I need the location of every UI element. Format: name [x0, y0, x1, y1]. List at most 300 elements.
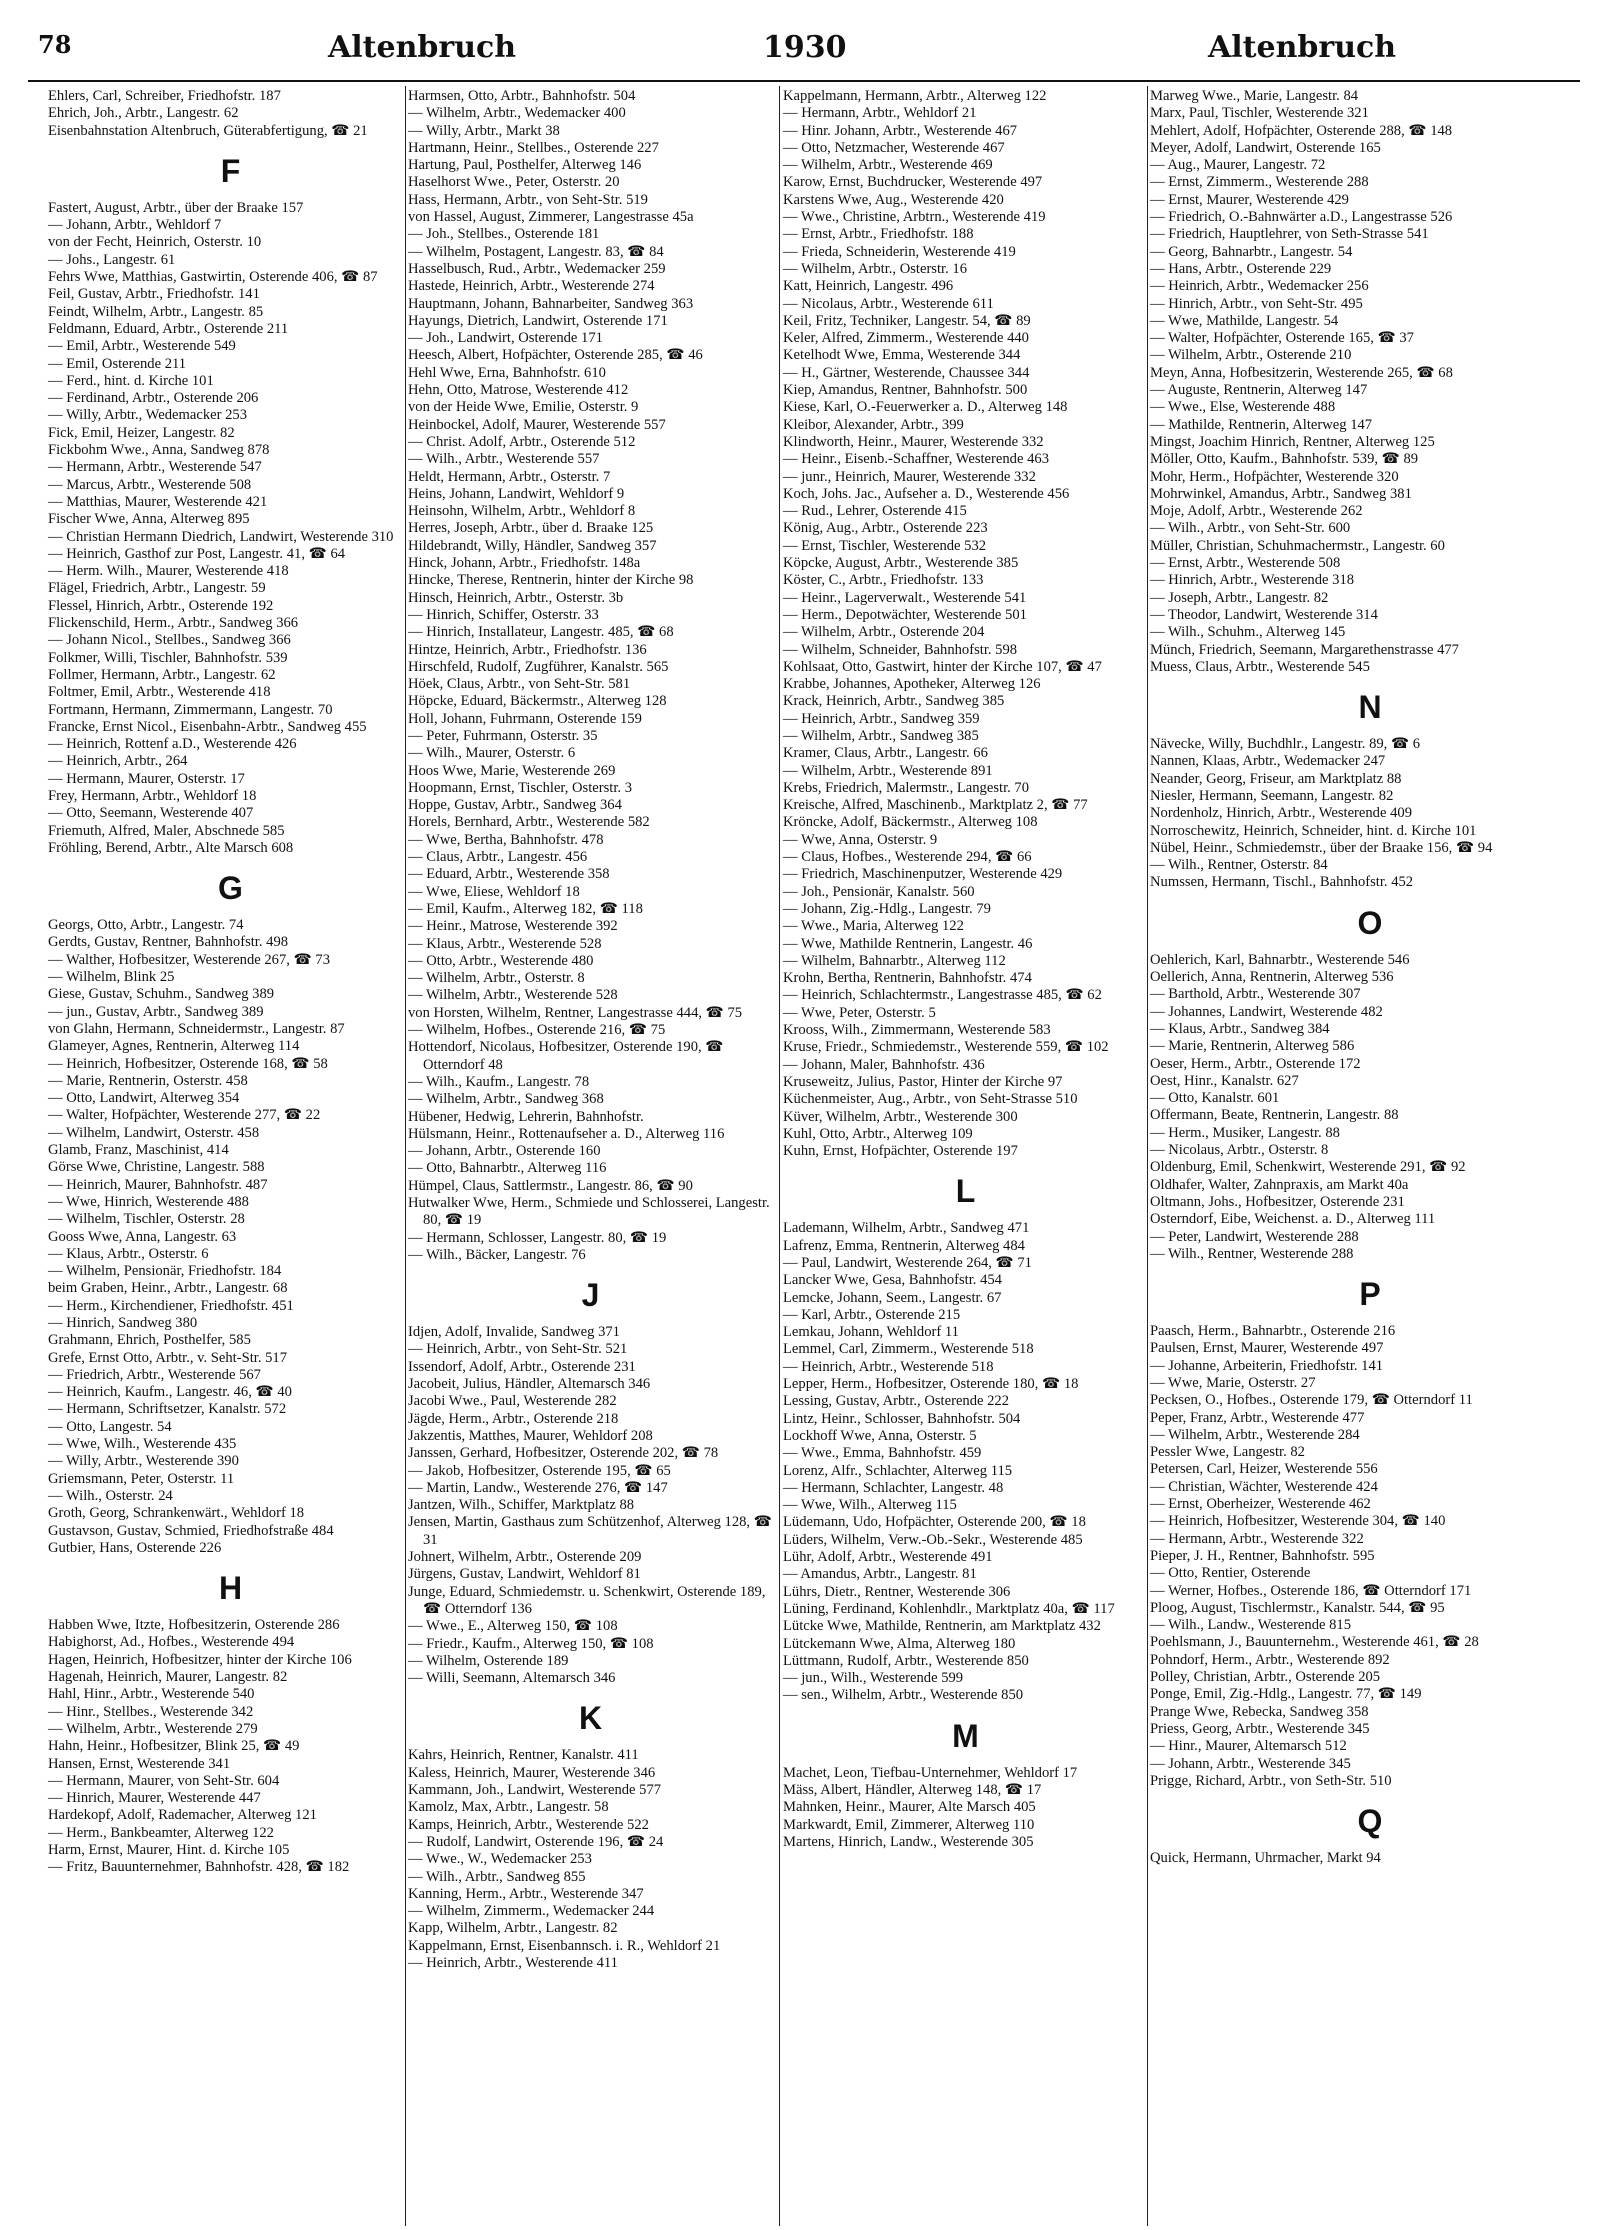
directory-entry: — Johann, Arbtr., Osterende 160: [408, 1143, 601, 1160]
section-letter: Q: [1357, 1803, 1383, 1840]
directory-entry: — Herm., Depotwächter, Westerende 501: [783, 606, 1027, 623]
directory-entry: Lademann, Wilhelm, Arbtr., Sandweg 471: [783, 1220, 1030, 1237]
directory-entry: Georgs, Otto, Arbtr., Langestr. 74: [48, 917, 244, 934]
directory-entry: — Wilhelm, Landwirt, Osterstr. 458: [48, 1124, 260, 1141]
directory-entry: Peper, Franz, Arbtr., Westerende 477: [1150, 1409, 1365, 1426]
directory-entry: Herres, Joseph, Arbtr., über d. Braake 125: [408, 520, 654, 537]
directory-entry: Oellerich, Anna, Rentnerin, Alterweg 536: [1150, 969, 1394, 986]
directory-entry: — Ernst, Arbtr., Westerende 508: [1150, 555, 1341, 572]
directory-entry: — Joh., Landwirt, Osterende 171: [408, 330, 603, 347]
section-letter: H: [218, 1570, 243, 1607]
directory-entry: — Heinrich, Hofbesitzer, Osterende 168, ☎ 58: [48, 1055, 328, 1072]
section-letter: P: [1359, 1276, 1381, 1313]
directory-entry: Nübel, Heinr., Schmiedemstr., über der Braake 156, ☎ 94: [1150, 839, 1493, 856]
directory-entry: Haselhorst Wwe., Peter, Osterstr. 20: [408, 174, 620, 191]
directory-entry: — Willy, Arbtr., Westerende 390: [48, 1453, 239, 1470]
directory-entry: Quick, Hermann, Uhrmacher, Markt 94: [1150, 1850, 1381, 1867]
directory-entry: Lüning, Ferdinand, Kohlenhdlr., Marktplatz 40a, ☎ 117: [783, 1600, 1115, 1617]
directory-entry: Hoopmann, Ernst, Tischler, Osterstr. 3: [408, 779, 632, 796]
directory-entry: Hehn, Otto, Matrose, Westerende 412: [408, 382, 629, 399]
directory-entry: — Heinrich, Rottenf a.D., Westerende 426: [48, 736, 297, 753]
directory-entry: — Hermann, Schlachter, Langestr. 48: [783, 1479, 1004, 1496]
directory-entry: — Wilhelm, Arbtr., Osterstr. 16: [783, 260, 967, 277]
directory-entry: Habighorst, Ad., Hofbes., Westerende 494: [48, 1634, 295, 1651]
directory-entry: Hübener, Hedwig, Lehrerin, Bahnhofstr.: [408, 1108, 644, 1125]
directory-entry: — Otto, Langestr. 54: [48, 1418, 172, 1435]
year: 1930: [763, 30, 847, 65]
directory-entry: Gustavson, Gustav, Schmied, Friedhofstraße 484: [48, 1522, 334, 1539]
directory-entry: Marx, Paul, Tischler, Westerende 321: [1150, 105, 1369, 122]
directory-entry: — Wilh., Landw., Westerende 815: [1150, 1617, 1352, 1634]
page-header: [28, 30, 1580, 65]
directory-entry: von der Fecht, Heinrich, Osterstr. 10: [48, 234, 262, 251]
directory-entry: — Christian Hermann Diedrich, Landwirt, Westerende 310: [48, 528, 394, 545]
directory-entry: — Fritz, Bauunternehmer, Bahnhofstr. 428, ☎ 182: [48, 1859, 350, 1876]
directory-entry: — Ernst, Tischler, Westerende 532: [783, 537, 987, 554]
directory-entry: Oest, Hinr., Kanalstr. 627: [1150, 1072, 1299, 1089]
directory-entry: Hoos Wwe, Marie, Westerende 269: [408, 762, 616, 779]
directory-entry: Moje, Adolf, Arbtr., Westerende 262: [1150, 503, 1363, 520]
directory-entry: — Heinr., Lagerverwalt., Westerende 541: [783, 589, 1027, 606]
directory-entry: Hahl, Hinr., Arbtr., Westerende 540: [48, 1686, 255, 1703]
directory-entry: Hoppe, Gustav, Arbtr., Sandweg 364: [408, 797, 622, 814]
directory-entry: — Wilhelm, Arbtr., Westerende 469: [783, 157, 993, 174]
directory-entry: — Herm., Bankbeamter, Alterweg 122: [48, 1824, 274, 1841]
directory-entry: Horels, Bernhard, Arbtr., Westerende 582: [408, 814, 650, 831]
directory-entry: — Barthold, Arbtr., Westerende 307: [1150, 986, 1361, 1003]
directory-entry: Fischer Wwe, Anna, Alterweg 895: [48, 511, 250, 528]
directory-entry: Numssen, Hermann, Tischl., Bahnhofstr. 452: [1150, 874, 1414, 891]
directory-entry: — Friedrich, Maschinenputzer, Westerende 429: [783, 866, 1063, 883]
directory-entry: Hayungs, Dietrich, Landwirt, Osterende 171: [408, 312, 668, 329]
directory-entry: — Wilhelm, Arbtr., Westerende 279: [48, 1720, 258, 1737]
directory-entry: Jantzen, Wilh., Schiffer, Marktplatz 88: [408, 1497, 635, 1514]
directory-entry: Krooss, Wilh., Zimmermann, Westerende 583: [783, 1022, 1051, 1039]
directory-entry: Oldenburg, Emil, Schenkwirt, Westerende 291, ☎ 92: [1150, 1159, 1466, 1176]
directory-entry: Grefe, Ernst Otto, Arbtr., v. Seht-Str. 517: [48, 1349, 288, 1366]
directory-entry: — Wilhelm, Arbtr., Osterende 204: [783, 624, 985, 641]
directory-entry: — Wwe, Wilh., Alterweg 115: [783, 1497, 957, 1514]
directory-entry: — Joseph, Arbtr., Langestr. 82: [1150, 589, 1329, 606]
directory-entry: Lütcke Wwe, Mathilde, Rentnerin, am Marktplatz 432: [783, 1618, 1101, 1635]
directory-entry: Kuhn, Ernst, Hofpächter, Osterende 197: [783, 1143, 1018, 1160]
directory-entry: Hümpel, Claus, Sattlermstr., Langestr. 86, ☎ 90: [408, 1177, 693, 1194]
directory-entry: — Otto, Kanalstr. 601: [1150, 1090, 1280, 1107]
directory-entry: Harmsen, Otto, Arbtr., Bahnhofstr. 504: [408, 88, 636, 104]
directory-entry: Hasselbusch, Rud., Arbtr., Wedemacker 259: [408, 260, 666, 277]
directory-entry: Heins, Johann, Landwirt, Wehldorf 9: [408, 485, 625, 502]
directory-entry: Paulsen, Ernst, Maurer, Westerende 497: [1150, 1340, 1384, 1357]
directory-entry: Mehlert, Adolf, Hofpächter, Osterende 288, ☎ 148: [1150, 122, 1453, 139]
directory-entry: Katt, Heinrich, Langestr. 496: [783, 278, 954, 295]
directory-entry: Görse Wwe, Christine, Langestr. 588: [48, 1159, 265, 1176]
directory-entry: Lüders, Wilhelm, Verw.-Ob.-Sekr., Westerende 485: [783, 1531, 1083, 1548]
directory-entry: Kamolz, Max, Arbtr., Langestr. 58: [408, 1799, 609, 1816]
directory-entry: Kuhl, Otto, Arbtr., Alterweg 109: [783, 1125, 973, 1142]
directory-entry: — Wwe., Maria, Alterweg 122: [783, 918, 964, 935]
directory-entry: Kappelmann, Hermann, Arbtr., Alterweg 122: [783, 88, 1047, 104]
directory-entry: Norroschewitz, Heinrich, Schneider, hint. d. Kirche 101: [1150, 822, 1477, 839]
directory-entry: Jakzentis, Matthes, Maurer, Wehldorf 208: [408, 1427, 653, 1444]
directory-entry: Müller, Christian, Schuhmachermstr., Langestr. 60: [1150, 537, 1445, 554]
directory-entry: — Heinr., Matrose, Westerende 392: [408, 918, 618, 935]
directory-entry: — Otto, Netzmacher, Westerende 467: [783, 139, 1005, 156]
directory-entry: Ploog, August, Tischlermstr., Kanalstr. 544, ☎ 95: [1150, 1599, 1445, 1616]
directory-entry: Lemkau, Johann, Wehldorf 11: [783, 1324, 959, 1341]
directory-entry: — Wilhelm, Blink 25: [48, 969, 175, 986]
directory-entry: — Walter, Hofpächter, Westerende 277, ☎ 22: [48, 1107, 321, 1124]
directory-entry: Gutbier, Hans, Osterende 226: [48, 1539, 222, 1556]
directory-entry: Fastert, August, Arbtr., über der Braake 157: [48, 199, 304, 216]
directory-entry: Issendorf, Adolf, Arbtr., Osterende 231: [408, 1358, 636, 1375]
directory-entry: — Emil, Kaufm., Alterweg 182, ☎ 118: [408, 900, 643, 917]
directory-entry: Oltmann, Johs., Hofbesitzer, Osterende 231: [1150, 1193, 1405, 1210]
directory-entry: Hülsmann, Heinr., Rottenaufseher a. D., Alterweg 116: [408, 1125, 725, 1142]
directory-entry: — Wilh., Rentner, Westerende 288: [1150, 1245, 1354, 1262]
directory-entry: — Marie, Rentnerin, Osterstr. 458: [48, 1072, 248, 1089]
directory-entry: Ponge, Emil, Zig.-Hdlg., Langestr. 77, ☎ 149: [1150, 1686, 1422, 1703]
directory-entry: — Johanne, Arbeiterin, Friedhofstr. 141: [1150, 1357, 1384, 1374]
directory-entry: Hartung, Paul, Posthelfer, Alterweg 146: [408, 157, 642, 174]
directory-entry: — Heinr., Eisenb.-Schaffner, Westerende 463: [783, 451, 1049, 468]
directory-entry: — Wilhelm, Postagent, Langestr. 83, ☎ 84: [408, 243, 664, 260]
directory-entry: Martens, Hinrich, Landw., Westerende 305: [783, 1833, 1034, 1850]
directory-entry: — Mathilde, Rentnerin, Alterweg 147: [1150, 416, 1373, 433]
directory-entry: Oldhafer, Walter, Zahnpraxis, am Markt 40a: [1150, 1176, 1409, 1193]
directory-entry: — Wwe, Bertha, Bahnhofstr. 478: [408, 831, 604, 848]
directory-entry: Kreische, Alfred, Maschinenb., Marktplatz 2, ☎ 77: [783, 797, 1088, 814]
directory-entry: — Klaus, Arbtr., Osterstr. 6: [48, 1245, 209, 1262]
directory-entry: Griemsmann, Peter, Osterstr. 11: [48, 1470, 235, 1487]
directory-entry: — Wilhelm, Arbtr., Westerende 891: [783, 762, 993, 779]
directory-entry: — Wilh., Maurer, Osterstr. 6: [408, 745, 576, 762]
directory-entry: Feil, Gustav, Arbtr., Friedhofstr. 141: [48, 286, 260, 303]
directory-entry: Lühr, Adolf, Arbtr., Westerende 491: [783, 1549, 993, 1566]
directory-entry: Poehlsmann, J., Bauunternehm., Westerende 461, ☎ 28: [1150, 1634, 1479, 1651]
directory-entry: Hartmann, Heinr., Stellbes., Osterende 227: [408, 139, 659, 156]
directory-entry: — Wwe, Anna, Osterstr. 9: [783, 831, 938, 848]
directory-entry: Gerdts, Gustav, Rentner, Bahnhofstr. 498: [48, 934, 289, 951]
directory-entry: Krohn, Bertha, Rentnerin, Bahnhofstr. 474: [783, 970, 1032, 987]
directory-entry: Hincke, Therese, Rentnerin, hinter der Kirche 98: [408, 572, 694, 589]
directory-entry: Hansen, Ernst, Westerende 341: [48, 1755, 231, 1772]
directory-entry: — Johann, Arbtr., Wehldorf 7: [48, 217, 222, 234]
directory-entry: — Nicolaus, Arbtr., Westerende 611: [783, 295, 994, 312]
directory-entry: Flägel, Friedrich, Arbtr., Langestr. 59: [48, 580, 266, 597]
directory-entry: — Wilh., Arbtr., Westerende 557: [408, 451, 600, 468]
directory-entry: Folkmer, Willi, Tischler, Bahnhofstr. 539: [48, 649, 288, 666]
directory-entry: — Heinrich, Gasthof zur Post, Langestr. 41, ☎ 64: [48, 545, 346, 562]
directory-entry: Osterndorf, Eibe, Weichenst. a. D., Alterweg 111: [1150, 1211, 1436, 1228]
directory-entry: — Heinrich, Arbtr., Westerende 411: [408, 1954, 618, 1971]
directory-entry: Kapp, Wilhelm, Arbtr., Langestr. 82: [408, 1920, 618, 1937]
directory-entry: Heinsohn, Wilhelm, Arbtr., Wehldorf 8: [408, 503, 636, 520]
directory-entry: — Wilhelm, Arbtr., Osterstr. 8: [408, 970, 585, 987]
directory-entry: — Friedrich, Hauptlehrer, von Seth-Strasse 541: [1150, 226, 1429, 243]
directory-entry: Höpcke, Eduard, Bäckermstr., Alterweg 128: [408, 693, 667, 710]
directory-entry: Heesch, Albert, Hofpächter, Osterende 285, ☎ 46: [408, 347, 703, 364]
directory-entry: Krabbe, Johannes, Apotheker, Alterweg 126: [783, 676, 1041, 693]
directory-entry: — Walther, Hofbesitzer, Westerende 267, ☎ 73: [48, 951, 330, 968]
directory-entry: Friemuth, Alfred, Maler, Abschnede 585: [48, 822, 285, 839]
directory-entry: Lancker Wwe, Gesa, Bahnhofstr. 454: [783, 1272, 1002, 1289]
directory-entry: — Hinr., Maurer, Altemarsch 512: [1150, 1738, 1347, 1755]
directory-entry: — Herm., Musiker, Langestr. 88: [1150, 1124, 1340, 1141]
directory-entry: — Christ. Adolf, Arbtr., Osterende 512: [408, 433, 636, 450]
directory-entry: — Wilhelm, Osterende 189: [408, 1652, 569, 1669]
directory-entry: — Joh., Pensionär, Kanalstr. 560: [783, 883, 975, 900]
directory-entry: Kanning, Herm., Arbtr., Westerende 347: [408, 1885, 644, 1902]
directory-entry: — Hermann, Maurer, von Seht-Str. 604: [48, 1772, 280, 1789]
directory-entry: Fick, Emil, Heizer, Langestr. 82: [48, 424, 235, 441]
directory-entry: Hagenah, Heinrich, Maurer, Langestr. 82: [48, 1669, 288, 1686]
directory-entry: — Hermann, Schriftsetzer, Kanalstr. 572: [48, 1401, 287, 1418]
directory-entry: — Hinrich, Arbtr., von Seht-Str. 495: [1150, 295, 1363, 312]
directory-entry: Hottendorf, Nicolaus, Hofbesitzer, Osterende 190, ☎ Otterndorf 48: [408, 1039, 724, 1073]
directory-entry: Mäss, Albert, Händler, Alterweg 148, ☎ 17: [783, 1782, 1042, 1799]
directory-entry: — Wilhelm, Arbtr., Sandweg 385: [783, 727, 979, 744]
directory-entry: Kröncke, Adolf, Bäckermstr., Alterweg 108: [783, 814, 1038, 831]
section-letter: J: [581, 1277, 600, 1314]
directory-entry: Glameyer, Agnes, Rentnerin, Alterweg 114: [48, 1038, 300, 1055]
directory-entry: — Amandus, Arbtr., Langestr. 81: [783, 1566, 977, 1583]
directory-entry: — Wwe, Wilh., Westerende 435: [48, 1436, 237, 1453]
directory-entry: — Otto, Rentier, Osterende: [1150, 1565, 1311, 1582]
directory-entry: Niesler, Hermann, Seemann, Langestr. 82: [1150, 787, 1394, 804]
directory-entry: Offermann, Beate, Rentnerin, Langestr. 88: [1150, 1107, 1399, 1124]
directory-entry: — Heinrich, Kaufm., Langestr. 46, ☎ 40: [48, 1384, 292, 1401]
directory-entry: — jun., Wilh., Westerende 599: [783, 1670, 964, 1687]
directory-entry: — Wwe, Marie, Osterstr. 27: [1150, 1375, 1316, 1391]
directory-entry: Mohrwinkel, Amandus, Arbtr., Sandweg 381: [1150, 485, 1412, 502]
directory-entry: Francke, Ernst Nicol., Eisenbahn-Arbtr., Sandweg 455: [48, 718, 367, 735]
directory-entry: — Wwe., W., Wedemacker 253: [408, 1851, 592, 1868]
directory-entry: — Wilh., Arbtr., von Seht-Str. 600: [1150, 520, 1351, 537]
directory-entry: Frey, Hermann, Arbtr., Wehldorf 18: [48, 787, 257, 804]
directory-entry: — Claus, Hofbes., Westerende 294, ☎ 66: [783, 849, 1032, 866]
directory-entry: — Johann, Maler, Bahnhofstr. 436: [783, 1056, 985, 1073]
directory-entry: — Wilh., Kaufm., Langestr. 78: [408, 1073, 590, 1090]
directory-entry: — Eduard, Arbtr., Westerende 358: [408, 866, 610, 883]
directory-entry: Harm, Ernst, Maurer, Hint. d. Kirche 105: [48, 1842, 290, 1859]
directory-entry: — Johann, Zig.-Hdlg., Langestr. 79: [783, 900, 991, 917]
directory-entry: — Willi, Seemann, Altemarsch 346: [408, 1670, 616, 1687]
directory-entry: — Marie, Rentnerin, Alterweg 586: [1150, 1038, 1355, 1055]
directory-entry: Jacobeit, Julius, Händler, Altemarsch 346: [408, 1376, 651, 1393]
directory-entry: — Hermann, Arbtr., Wehldorf 21: [783, 105, 977, 122]
directory-entry: — Herm. Wilh., Maurer, Westerende 418: [48, 563, 289, 580]
directory-entry: Grahmann, Ehrich, Posthelfer, 585: [48, 1332, 251, 1349]
directory-entry: — Walter, Hofpächter, Osterende 165, ☎ 37: [1150, 330, 1414, 347]
directory-entry: Kruse, Friedr., Schmiedemstr., Westerende 559, ☎ 102: [783, 1039, 1109, 1056]
directory-entry: Heldt, Hermann, Arbtr., Osterstr. 7: [408, 468, 611, 485]
directory-entry: — Marcus, Arbtr., Westerende 508: [48, 476, 252, 493]
directory-entry: — Ernst, Arbtr., Friedhofstr. 188: [783, 226, 974, 243]
directory-entry: — Otto, Arbtr., Westerende 480: [408, 952, 594, 969]
directory-entry: Klindworth, Heinr., Maurer, Westerende 332: [783, 433, 1044, 450]
directory-column-1: [48, 88, 413, 1877]
directory-entry: Lockhoff Wwe, Anna, Osterstr. 5: [783, 1427, 977, 1444]
directory-entry: von Horsten, Wilhelm, Rentner, Langestrasse 444, ☎ 75: [408, 1004, 743, 1021]
directory-entry: — Peter, Landwirt, Westerende 288: [1150, 1228, 1359, 1245]
directory-entry: Junge, Eduard, Schmiedemstr. u. Schenkwirt, Osterende 189, ☎ Otterndorf 136: [408, 1583, 766, 1617]
directory-entry: — Hinr., Stellbes., Westerende 342: [48, 1703, 254, 1720]
directory-entry: — Heinrich, Schlachtermstr., Langestrasse 485, ☎ 62: [783, 987, 1102, 1004]
directory-entry: — Willy, Arbtr., Markt 38: [408, 122, 560, 139]
section-letter: M: [952, 1717, 979, 1754]
directory-entry: Janssen, Gerhard, Hofbesitzer, Osterende 202, ☎ 78: [408, 1445, 719, 1462]
directory-entry: Marweg Wwe., Marie, Langestr. 84: [1150, 88, 1359, 104]
directory-entry: — Wwe., E., Alterweg 150, ☎ 108: [408, 1618, 618, 1635]
directory-entry: Fehrs Wwe, Matthias, Gastwirtin, Osterende 406, ☎ 87: [48, 269, 378, 286]
directory-entry: Glamb, Franz, Maschinist, 414: [48, 1142, 229, 1159]
directory-entry: — Wwe, Mathilde, Langestr. 54: [1150, 312, 1339, 329]
directory-entry: Oehlerich, Karl, Bahnarbtr., Westerende 546: [1150, 951, 1410, 968]
directory-entry: — Heinrich, Arbtr., von Seht-Str. 521: [408, 1341, 628, 1358]
directory-entry: — Auguste, Rentnerin, Alterweg 147: [1150, 382, 1368, 399]
directory-entry: Hass, Hermann, Arbtr., von Seht-Str. 519: [408, 191, 648, 208]
directory-entry: Fröhling, Berend, Arbtr., Alte Marsch 608: [48, 839, 294, 856]
directory-entry: — Hinrich, Maurer, Westerende 447: [48, 1790, 261, 1807]
directory-entry: — Wilh., Rentner, Osterstr. 84: [1150, 857, 1328, 874]
directory-entry: Lessing, Gustav, Arbtr., Osterende 222: [783, 1393, 1010, 1410]
directory-entry: — Heinrich, Hofbesitzer, Westerende 304, ☎ 140: [1150, 1513, 1446, 1530]
directory-entry: — Willy, Arbtr., Wedemacker 253: [48, 407, 247, 424]
directory-entry: Münch, Friedrich, Seemann, Margarethenstrasse 477: [1150, 641, 1459, 658]
directory-entry: — Heinrich, Arbtr., Westerende 518: [783, 1358, 994, 1375]
directory-entry: — Nicolaus, Arbtr., Osterstr. 8: [1150, 1142, 1329, 1159]
directory-entry: Hahn, Heinr., Hofbesitzer, Blink 25, ☎ 49: [48, 1738, 300, 1755]
directory-entry: Karstens Wwe, Aug., Westerende 420: [783, 191, 1004, 208]
directory-entry: — Theodor, Landwirt, Westerende 314: [1150, 606, 1378, 623]
directory-entry: Hinck, Johann, Arbtr., Friedhofstr. 148a: [408, 555, 641, 572]
directory-entry: Pecksen, O., Hofbes., Osterende 179, ☎ Otterndorf 11: [1150, 1392, 1473, 1409]
directory-entry: Karow, Ernst, Buchdrucker, Westerende 497: [783, 174, 1043, 191]
directory-entry: — Friedr., Kaufm., Alterweg 150, ☎ 108: [408, 1635, 654, 1652]
directory-entry: Flickenschild, Herm., Arbtr., Sandweg 366: [48, 615, 299, 632]
directory-entry: Eisenbahnstation Altenbruch, Güterabfertigung, ☎ 21: [48, 122, 368, 139]
directory-entry: Kahrs, Heinrich, Rentner, Kanalstr. 411: [408, 1747, 639, 1764]
directory-entry: — Hermann, Schlosser, Langestr. 80, ☎ 19: [408, 1229, 667, 1246]
directory-entry: Möller, Otto, Kaufm., Bahnhofstr. 539, ☎ 89: [1150, 451, 1419, 468]
directory-entry: Lührs, Dietr., Rentner, Westerende 306: [783, 1583, 1011, 1600]
directory-entry: — Friedrich, O.-Bahnwärter a.D., Langestrasse 526: [1150, 209, 1453, 226]
directory-entry: — Emil, Osterende 211: [48, 355, 187, 372]
directory-entry: — Matthias, Maurer, Westerende 421: [48, 493, 268, 510]
directory-entry: — Wilh., Schuhm., Alterweg 145: [1150, 624, 1346, 641]
directory-entry: — Rudolf, Landwirt, Osterende 196, ☎ 24: [408, 1833, 664, 1850]
directory-entry: Hauptmann, Johann, Bahnarbeiter, Sandweg 363: [408, 295, 694, 312]
directory-entry: Mohr, Herm., Hofpächter, Westerende 320: [1150, 468, 1399, 485]
directory-entry: — Johann, Arbtr., Westerende 345: [1150, 1755, 1351, 1772]
directory-entry: — Ernst, Oberheizer, Westerende 462: [1150, 1496, 1371, 1513]
directory-entry: Ehlers, Carl, Schreiber, Friedhofstr. 187: [48, 88, 281, 104]
directory-entry: — Hinrich, Sandweg 380: [48, 1315, 198, 1331]
directory-entry: — Claus, Arbtr., Langestr. 456: [408, 849, 588, 866]
directory-entry: Pessler Wwe, Langestr. 82: [1150, 1444, 1305, 1461]
directory-entry: — Emil, Arbtr., Westerende 549: [48, 338, 236, 355]
directory-entry: Krebs, Friedrich, Malermstr., Langestr. 70: [783, 779, 1030, 796]
directory-column-3: [783, 88, 1148, 1851]
directory-entry: — Hans, Arbtr., Osterende 229: [1150, 260, 1332, 277]
directory-entry: — Frieda, Schneiderin, Westerende 419: [783, 243, 1016, 260]
directory-entry: Nävecke, Willy, Buchdhlr., Langestr. 89, ☎ 6: [1150, 736, 1421, 753]
section-letter: K: [578, 1700, 603, 1737]
directory-entry: — Karl, Arbtr., Osterende 215: [783, 1306, 961, 1323]
directory-entry: — Wwe, Mathilde Rentnerin, Langestr. 46: [783, 935, 1033, 952]
directory-entry: Jensen, Martin, Gasthaus zum Schützenhof, Alterweg 128, ☎ 31: [408, 1514, 772, 1548]
directory-entry: — Wilhelm, Arbtr., Westerende 284: [1150, 1426, 1360, 1443]
section-letter: N: [1358, 689, 1382, 726]
directory-entry: Lorenz, Alfr., Schlachter, Alterweg 115: [783, 1462, 1013, 1479]
directory-entry: von Hassel, August, Zimmerer, Langestrasse 45a: [408, 209, 694, 226]
directory-entry: Holl, Johann, Fuhrmann, Osterende 159: [408, 710, 642, 727]
directory-entry: Kappelmann, Ernst, Eisenbannsch. i. R., Wehldorf 21: [408, 1937, 721, 1954]
directory-entry: — Herm., Kirchendiener, Friedhofstr. 451: [48, 1297, 294, 1314]
directory-entry: — Klaus, Arbtr., Westerende 528: [408, 935, 602, 952]
directory-entry: — Wilhelm, Arbtr., Wedemacker 400: [408, 105, 626, 122]
directory-entry: Hirschfeld, Rudolf, Zugführer, Kanalstr. 565: [408, 658, 669, 675]
directory-entry: — Hinrich, Arbtr., Westerende 318: [1150, 572, 1355, 589]
directory-entry: Koch, Johs. Jac., Aufseher a. D., Westerende 456: [783, 485, 1070, 502]
directory-entry: Machet, Leon, Tiefbau-Unternehmer, Wehldorf 17: [783, 1764, 1078, 1781]
page-number: 78: [38, 30, 72, 59]
directory-entry: Lafrenz, Emma, Rentnerin, Alterweg 484: [783, 1237, 1025, 1254]
directory-entry: — junr., Heinrich, Maurer, Westerende 332: [783, 468, 1036, 485]
directory-entry: — Georg, Bahnarbtr., Langestr. 54: [1150, 243, 1353, 260]
directory-entry: Köster, C., Arbtr., Friedhofstr. 133: [783, 572, 984, 589]
directory-entry: Küchenmeister, Aug., Arbtr., von Seht-Strasse 510: [783, 1091, 1078, 1108]
directory-entry: — Wwe., Else, Westerende 488: [1150, 399, 1336, 416]
directory-entry: Hehl Wwe, Erna, Bahnhofstr. 610: [408, 364, 606, 381]
directory-entry: Paasch, Herm., Bahnarbtr., Osterende 216: [1150, 1323, 1396, 1340]
directory-entry: Kiese, Karl, O.-Feuerwerker a. D., Alterweg 148: [783, 399, 1068, 416]
directory-entry: — Otto, Seemann, Westerende 407: [48, 805, 254, 822]
directory-entry: Priess, Georg, Arbtr., Westerende 345: [1150, 1720, 1370, 1737]
section-letter: F: [220, 152, 241, 189]
directory-column-2: [408, 88, 773, 1972]
directory-entry: Höek, Claus, Arbtr., von Seht-Str. 581: [408, 676, 631, 693]
directory-entry: Hardekopf, Adolf, Rademacher, Alterweg 121: [48, 1807, 317, 1824]
directory-entry: Kruseweitz, Julius, Pastor, Hinter der Kirche 97: [783, 1073, 1063, 1090]
directory-column-4: [1150, 88, 1590, 1867]
directory-entry: Kammann, Joh., Landwirt, Westerende 577: [408, 1782, 662, 1799]
directory-entry: Lepper, Herm., Hofbesitzer, Osterende 180, ☎ 18: [783, 1376, 1079, 1393]
directory-entry: — jun., Gustav, Arbtr., Sandweg 389: [48, 1003, 264, 1020]
directory-entry: — Wilhelm, Zimmerm., Wedemacker 244: [408, 1903, 655, 1920]
directory-entry: — Wilhelm, Pensionär, Friedhofstr. 184: [48, 1263, 282, 1280]
directory-entry: Groth, Georg, Schrankenwärt., Wehldorf 18: [48, 1505, 305, 1522]
directory-entry: Kaless, Heinrich, Maurer, Westerende 346: [408, 1764, 656, 1781]
directory-entry: Hastede, Heinrich, Arbtr., Westerende 274: [408, 278, 655, 295]
directory-entry: — Wilhelm, Hofbes., Osterende 216, ☎ 75: [408, 1022, 666, 1039]
directory-entry: Mingst, Joachim Hinrich, Rentner, Alterweg 125: [1150, 433, 1435, 450]
section-letter: G: [218, 870, 243, 907]
directory-entry: — Ernst, Maurer, Westerende 429: [1150, 191, 1349, 208]
directory-entry: Hutwalker Wwe, Herm., Schmiede und Schlosserei, Langestr. 80, ☎ 19: [408, 1195, 770, 1229]
directory-entry: Prigge, Richard, Arbtr., von Seth-Str. 510: [1150, 1772, 1392, 1789]
directory-entry: Hildebrandt, Willy, Händler, Sandweg 357: [408, 537, 657, 554]
directory-entry: — Hermann, Arbtr., Westerende 322: [1150, 1530, 1364, 1547]
directory-entry: — Friedrich, Arbtr., Westerende 567: [48, 1366, 261, 1383]
directory-entry: Foltmer, Emil, Arbtr., Westerende 418: [48, 684, 271, 701]
directory-entry: — Otto, Landwirt, Alterweg 354: [48, 1090, 240, 1107]
directory-entry: Kohlsaat, Otto, Gastwirt, hinter der Kirche 107, ☎ 47: [783, 658, 1102, 675]
directory-entry: — Wwe, Peter, Osterstr. 5: [783, 1004, 936, 1021]
directory-entry: Neander, Georg, Friseur, am Marktplatz 88: [1150, 770, 1402, 787]
directory-entry: Lüdemann, Udo, Hofpächter, Osterende 200, ☎ 18: [783, 1514, 1086, 1531]
directory-entry: Jürgens, Gustav, Landwirt, Wehldorf 81: [408, 1566, 641, 1583]
